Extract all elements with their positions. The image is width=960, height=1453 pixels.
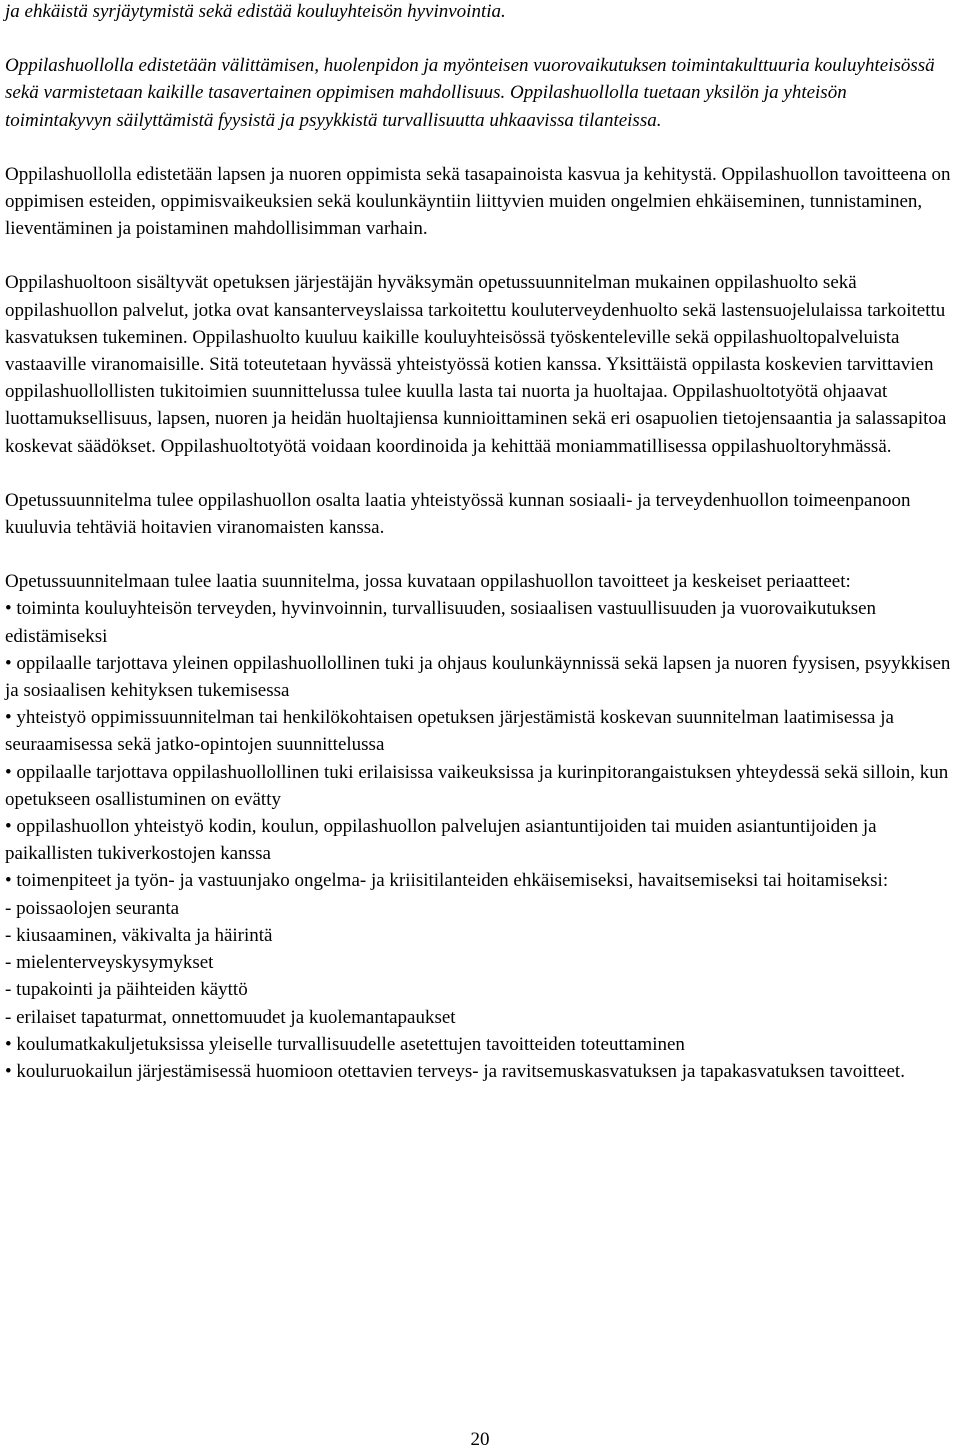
sub-list-item: - erilaiset tapaturmat, onnettomuudet ja kuolemantapaukset: [5, 1006, 456, 1028]
sub-list-item: - tupakointi ja päihteiden käyttö: [5, 979, 248, 1001]
list-item: • oppilashuollon yhteistyö kodin, koulun, oppilashuollon palvelujen asiantuntijoiden tai muiden asiantuntijoiden ja paikallisten tukiverkostojen kanssa: [5, 816, 877, 865]
list-item: • oppilaalle tarjottava yleinen oppilashuollollinen tuki ja ohjaus koulunkäynnissä sekä lapsen ja nuoren fyysisen, psyykkisen ja sosiaalisen kehityksen tukemisessa: [5, 652, 951, 702]
list-item: • yhteistyö oppimissuunnitelman tai henkilökohtaisen opetuksen järjestämistä koskevan suunnitelman laatimisessa ja seuraamisessa sekä jatko-opintojen suunnittelussa: [5, 707, 894, 756]
principles-section: [5, 568, 951, 1085]
paragraph-oppilashuolto-culture: Oppilashuollolla edistetään välittämisen, huolenpidon ja myönteisen vuorovaikutuksen toimintakulttuuria kouluyhteisössä sekä varmistetaan kaikille tasavertainen oppimisen mahdollisuus. Oppilashuollolla tuetaan yksilön ja yhteisön toimintakyvyn säilyttämistä fyysistä ja psyykkistä turvallisuutta uhkaavissa tilanteissa.: [5, 55, 935, 131]
paragraph-oppilashuolto-goals: Oppilashuollolla edistetään lapsen ja nuoren oppimista sekä tasapainoista kasvua ja kehitystä. Oppilashuollon tavoitteena on oppimisen esteiden, oppimisvaikeuksien sekä koulunkäyntiin liittyvien muiden ongelmien ehkäiseminen, tunnistaminen, lieventäminen ja poistaminen mahdollisimman varhain.: [5, 163, 951, 240]
document-page: [5, 0, 951, 1085]
list-item: • koulumatkakuljetuksissa yleiselle turvallisuudelle asetettujen tavoitteiden toteuttaminen: [5, 1033, 685, 1055]
paragraph-oppilashuolto-content: Oppilashuoltoon sisältyvät opetuksen järjestäjän hyväksymän opetussuunnitelman mukainen oppilashuolto sekä oppilashuollon palvelut, jotka ovat kansanterveyslaissa tarkoitettu kouluterveydenhuolto sekä lastensuojelulaissa tarkoitettu kasvatuksen tukeminen. Oppilashuolto kuuluu kaikille kouluyhteisössä työskenteleville sekä oppilashuoltopalveluista vastaaville viranomaisille. Sitä toteutetaan hyvässä yhteistyössä kotien kanssa. Yksittäistä oppilasta koskevien tarvittavien oppilashuollollisten tukitoimien suunnittelussa tulee kuulla lasta tai nuorta ja huoltajaa. Oppilashuoltotyötä ohjaavat luottamuksellisuus, lapsen, nuoren ja heidän huoltajiensa kunnioittaminen sekä eri osapuolien tietojensaantia ja salassapitoa koskevat säädökset. Oppilashuoltotyötä voidaan koordinoida ja kehittää moniammatillisessa oppilashuoltoryhmässä.: [5, 272, 947, 457]
page-number: 20: [470, 1429, 490, 1450]
list-item: • toiminta kouluyhteisön terveyden, hyvinvoinnin, turvallisuuden, sosiaalisen vastuullisuuden ja vuorovaikutuksen edistämiseksi: [5, 598, 877, 647]
paragraph-curriculum-cooperation: Opetussuunnitelma tulee oppilashuollon osalta laatia yhteistyössä kunnan sosiaali- ja terveydenhuollon toimeenpanoon kuuluvia tehtäviä hoitavien viranomaisten kanssa.: [5, 489, 911, 539]
list-item: • oppilaalle tarjottava oppilashuollollinen tuki erilaisissa vaikeuksissa ja kurinpitorangaistuksen yhteydessä sekä silloin, kun opetukseen osallistuminen on evätty: [5, 761, 949, 810]
sub-list-item: - kiusaaminen, väkivalta ja häirintä: [5, 924, 273, 946]
list-item: • toimenpiteet ja työn- ja vastuunjako ongelma- ja kriisitilanteiden ehkäisemiseksi, havaitsemiseksi tai hoitamiseksi:: [5, 870, 889, 892]
sub-list-item: - poissaolojen seuranta: [5, 897, 180, 919]
sub-list-item: - mielenterveyskysymykset: [5, 952, 214, 974]
list-item: • kouluruokailun järjestämisessä huomioon otettavien terveys- ja ravitsemuskasvatuksen ja tapakasvatuksen tavoitteet.: [5, 1060, 905, 1082]
paragraph-intro-continuation: ja ehkäistä syrjäytymistä sekä edistää kouluyhteisön hyvinvointia.: [5, 1, 506, 22]
principles-intro: Opetussuunnitelmaan tulee laatia suunnitelma, jossa kuvataan oppilashuollon tavoitteet ja keskeiset periaatteet:: [5, 571, 851, 593]
